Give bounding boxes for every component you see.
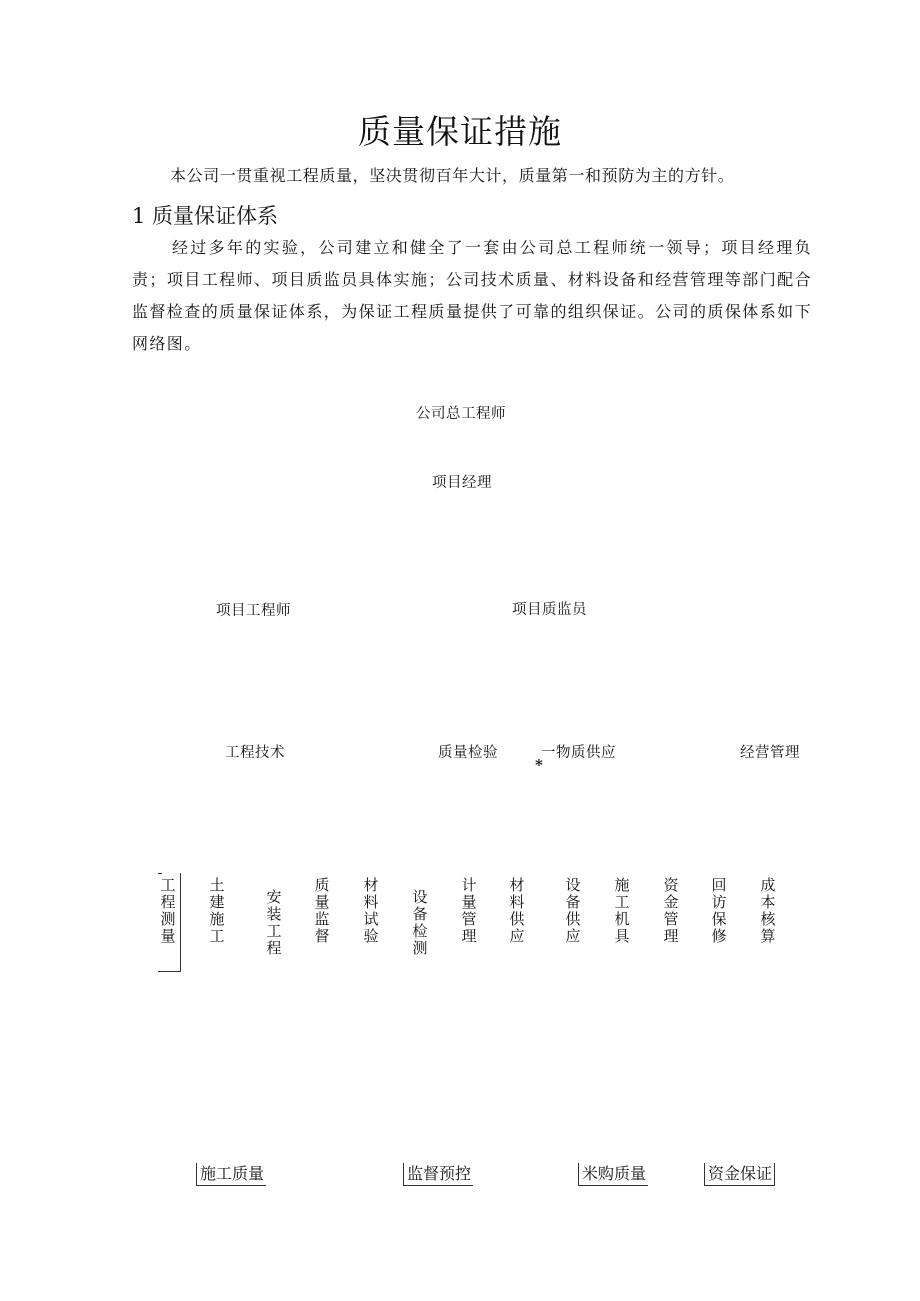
leaf-civil-construction: 土建施工 [209, 876, 225, 945]
node-project-manager: 项目经理 [432, 475, 492, 491]
asterisk-marker: * [535, 756, 543, 774]
leaf-construction-machinery: 施工机具 [614, 876, 630, 945]
intro-paragraph: 本公司一贯重视工程质量，坚决贯彻百年大计，质量第一和预防为主的方针。 [170, 166, 735, 185]
outcome-supervision-control: 监督预控 [403, 1163, 473, 1186]
leaf-survey: 工程测量 [160, 876, 176, 945]
node-material-supply: 一物质供应 [541, 745, 616, 761]
leaf-fund-management: 资金管理 [663, 876, 679, 945]
leaf-material-test: 材料试验 [363, 876, 379, 945]
leaf-equipment-supply: 设备供应 [565, 876, 581, 945]
node-project-engineer: 项目工程师 [216, 603, 291, 619]
section-heading: 1 质量保证体系 [132, 204, 279, 228]
document-title: 质量保证措施 [358, 112, 562, 151]
leaf-quality-supervision: 质量监督 [314, 876, 330, 945]
outcome-procurement-quality: 米购质量 [578, 1163, 648, 1186]
outcome-construction-quality: 施工质量 [196, 1163, 266, 1186]
leaf-material-supply: 材料供应 [509, 876, 525, 945]
node-quality-check: 质量检验 [438, 745, 498, 761]
node-quality-inspector: 项目质监员 [512, 602, 587, 618]
leaf-cost-accounting: 成本核算 [760, 876, 776, 945]
leaf-equipment-test: 设备检测 [412, 888, 428, 957]
node-business-management: 经营管理 [740, 745, 800, 761]
outcome-fund-guarantee: 资金保证 [704, 1163, 775, 1186]
node-engineering-tech: 工程技术 [225, 745, 285, 761]
node-chief-engineer: 公司总工程师 [416, 406, 506, 422]
leaf-metrology: 计量管理 [461, 876, 477, 945]
leaf-return-visit: 回访保修 [711, 876, 727, 945]
section-body-paragraph: 经过多年的实验，公司建立和健全了一套由公司总工程师统一领导；项目经理负责；项目工程师、项目质监员具体实施；公司技术质量、材料设备和经营管理等部门配合监督检查的质量保证体系，为保证工程质量提供了可靠的组织保证。公司的质保体系如下网络图。 [132, 238, 812, 353]
leaf-installation: 安装工程 [266, 888, 282, 957]
